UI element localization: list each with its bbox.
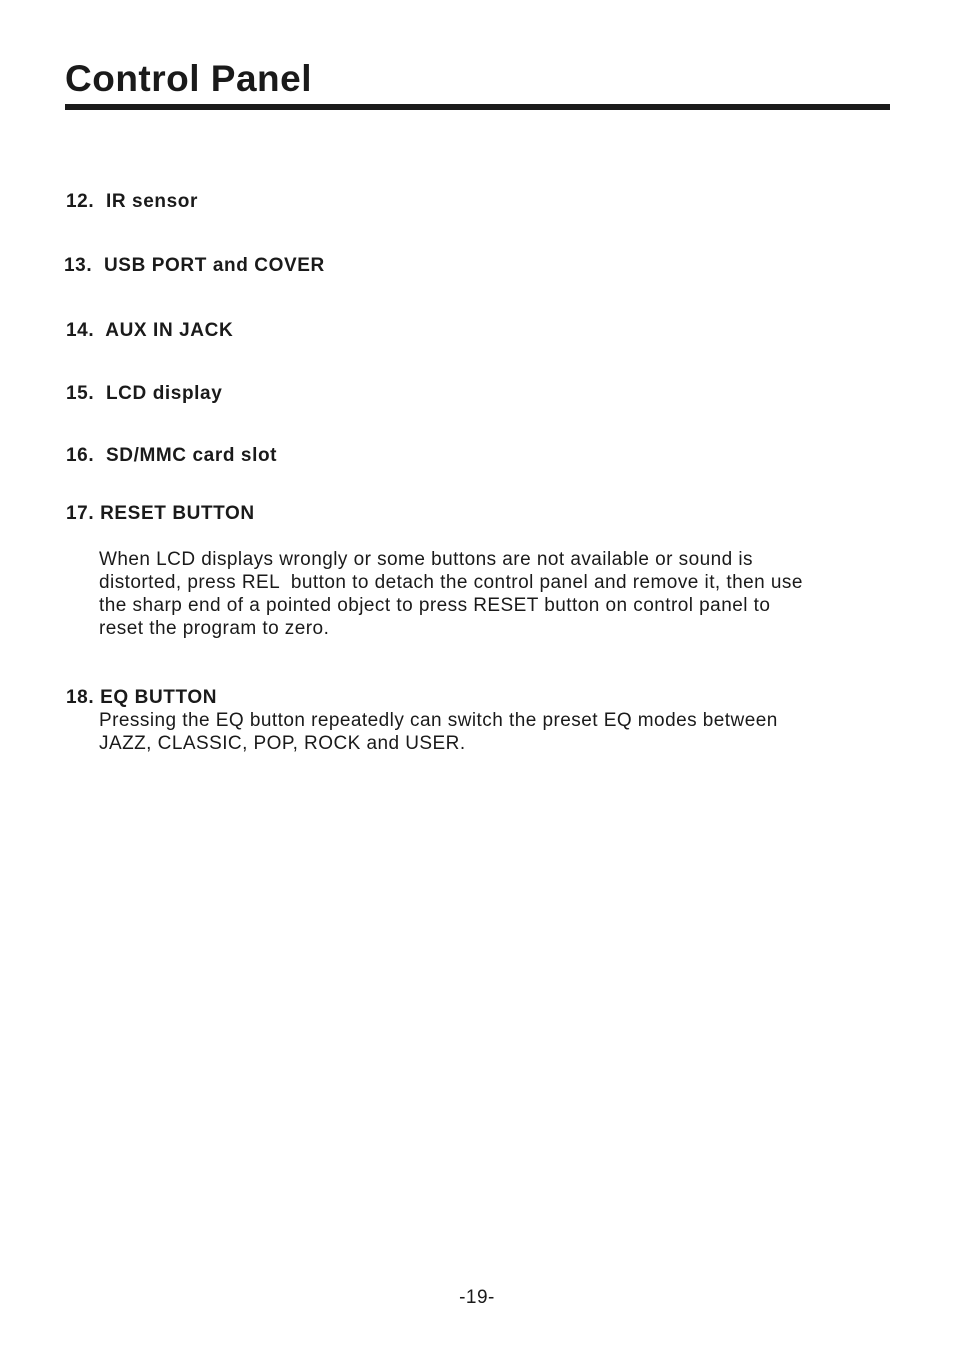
eq-description-line: JAZZ, CLASSIC, POP, ROCK and USER. — [99, 733, 466, 754]
title-divider — [65, 104, 890, 110]
eq-description-line: Pressing the EQ button repeatedly can switch the preset EQ modes between — [99, 710, 778, 731]
reset-description-line: reset the program to zero. — [99, 618, 330, 639]
eq-button-description — [99, 709, 778, 755]
reset-description-line: distorted, press REL button to detach the control panel and remove it, then use — [99, 572, 803, 593]
item-heading-aux-in-jack: 14. AUX IN JACK — [66, 320, 234, 341]
item-heading-eq-button: 18. EQ BUTTON — [66, 687, 218, 708]
reset-description-line: the sharp end of a pointed object to press RESET button on control panel to — [99, 595, 771, 616]
item-heading-usb-port: 13. USB PORT and COVER — [64, 255, 325, 276]
page-number: -19- — [459, 1287, 495, 1308]
reset-button-description — [99, 548, 803, 640]
item-heading-sd-mmc-slot: 16. SD/MMC card slot — [66, 445, 278, 466]
item-heading-lcd-display: 15. LCD display — [66, 383, 223, 404]
item-heading-reset-button: 17. RESET BUTTON — [66, 503, 255, 524]
item-heading-ir-sensor: 12. IR sensor — [66, 191, 198, 212]
page-title: Control Panel — [65, 58, 313, 99]
reset-description-line: When LCD displays wrongly or some buttons are not available or sound is — [99, 549, 753, 570]
